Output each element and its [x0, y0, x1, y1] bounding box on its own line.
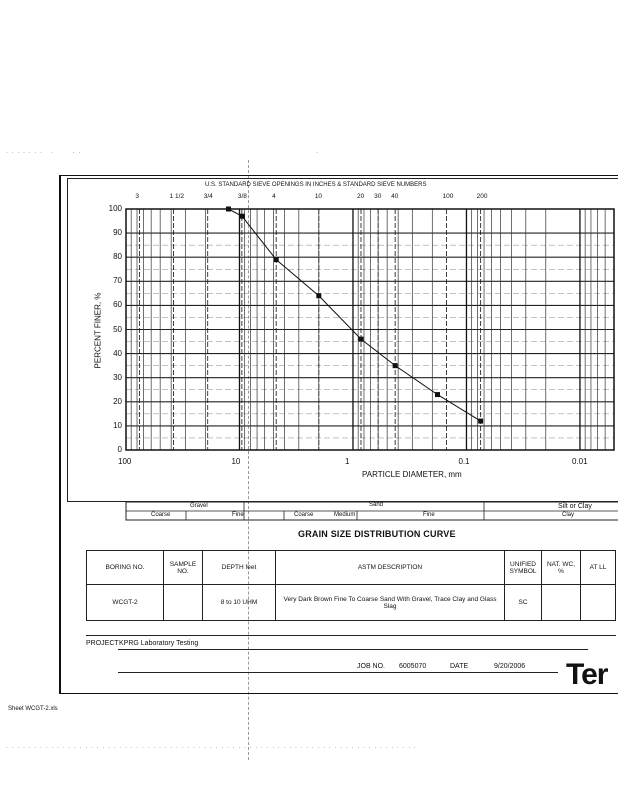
- job-number: 6005070: [399, 663, 427, 670]
- cell-uscs: SC: [505, 585, 542, 621]
- soil-properties-table: [86, 550, 616, 621]
- y-tick-label: 0: [117, 445, 122, 454]
- scan-noise-bottom: · · · · · · · · · · · · · · · · · · · · · · · · · · · · · · · · · · · · · · · · · · · · · · · · · · · · · · · · · · · · · · · · · · · · · · · · ·: [6, 745, 417, 751]
- sieve-label: 3/4: [203, 193, 213, 200]
- header-sample: SAMPLE NO.: [164, 551, 203, 585]
- x-tick-label: 0.1: [458, 457, 470, 466]
- cell-boring: WCGT-2: [87, 585, 164, 621]
- project-label: PROJECT: [86, 640, 119, 647]
- y-tick-label: 20: [113, 396, 122, 406]
- sieve-label: 1 1/2: [169, 193, 185, 200]
- gravel-coarse-label: Coarse: [151, 512, 171, 518]
- cell-sample: [164, 585, 203, 621]
- x-tick-label: 0.01: [571, 457, 588, 466]
- y-tick-label: 50: [113, 324, 122, 334]
- clay-label: Clay: [562, 512, 575, 518]
- y-tick-label: 80: [113, 252, 122, 262]
- header-ll: AT LL: [581, 551, 616, 585]
- cell-depth: 8 to 10 UHM: [203, 585, 276, 621]
- project-value: KPRG Laboratory Testing: [119, 640, 199, 647]
- header-depth: DEPTH feet: [203, 551, 276, 585]
- y-tick-label: 100: [108, 204, 122, 213]
- date-label: DATE: [450, 663, 469, 670]
- company-logo: Ter: [566, 658, 608, 691]
- silt-clay-label: Silt or Clay: [558, 503, 592, 510]
- job-field-line: [118, 672, 558, 673]
- y-tick-label: 70: [113, 276, 122, 286]
- y-tick-label: 90: [113, 228, 122, 238]
- sand-medium-label: Medium: [334, 512, 356, 518]
- y-axis-label: PERCENT FINER, %: [93, 292, 103, 369]
- sieve-label: 4: [272, 193, 276, 200]
- sieve-label: 200: [476, 193, 488, 200]
- y-tick-label: 30: [113, 372, 122, 382]
- project-field-line: [118, 649, 588, 650]
- header-astm: ASTM DESCRIPTION: [276, 551, 505, 585]
- x-axis-label: PARTICLE DIAMETER, mm: [362, 470, 462, 479]
- chart-title: GRAIN SIZE DISTRIBUTION CURVE: [298, 529, 456, 539]
- cell-ll: [581, 585, 616, 621]
- sieve-label: 20: [356, 193, 365, 200]
- date-value: 9/20/2006: [494, 663, 526, 670]
- y-tick-label: 40: [113, 348, 122, 358]
- cell-wc: [542, 585, 581, 621]
- sieve-label: 100: [442, 193, 454, 200]
- top-axis-title: U.S. STANDARD SIEVE OPENINGS IN INCHES & STANDARD SIEVE NUMBERS: [205, 182, 427, 188]
- sieve-label: 30: [374, 193, 382, 200]
- y-tick-label: 60: [113, 300, 122, 310]
- sieve-label: 3: [135, 193, 140, 200]
- header-wc: NAT. WC, %: [542, 551, 581, 585]
- sand-fine-label: Fine: [423, 512, 435, 518]
- y-tick-label: 10: [113, 420, 122, 430]
- x-tick-label: 1: [344, 457, 350, 466]
- sand-coarse-label: Coarse: [294, 512, 314, 518]
- cell-astm: Very Dark Brown Fine To Coarse Sand With Gravel, Trace Clay and Glass Slag: [276, 585, 505, 621]
- sheet-filename: Sheet WCGT-2.xls: [8, 706, 58, 712]
- sand-label: Sand: [369, 502, 384, 508]
- sieve-label: 40: [391, 193, 399, 200]
- gravel-fine-label: Fine: [232, 512, 244, 518]
- sieve-label: 3/8: [237, 193, 247, 200]
- project-underline: [86, 635, 616, 636]
- x-tick-label: 10: [231, 457, 241, 466]
- job-label: JOB NO.: [357, 663, 386, 670]
- header-boring: BORING NO.: [87, 551, 164, 585]
- gravel-label: Gravel: [190, 503, 208, 509]
- scan-noise-top: · · · · · · · · · · ·: [6, 150, 320, 156]
- header-uscs: UNIFIED SYMBOL: [505, 551, 542, 585]
- x-tick-label: 100: [118, 457, 132, 466]
- sieve-label: 10: [314, 193, 323, 200]
